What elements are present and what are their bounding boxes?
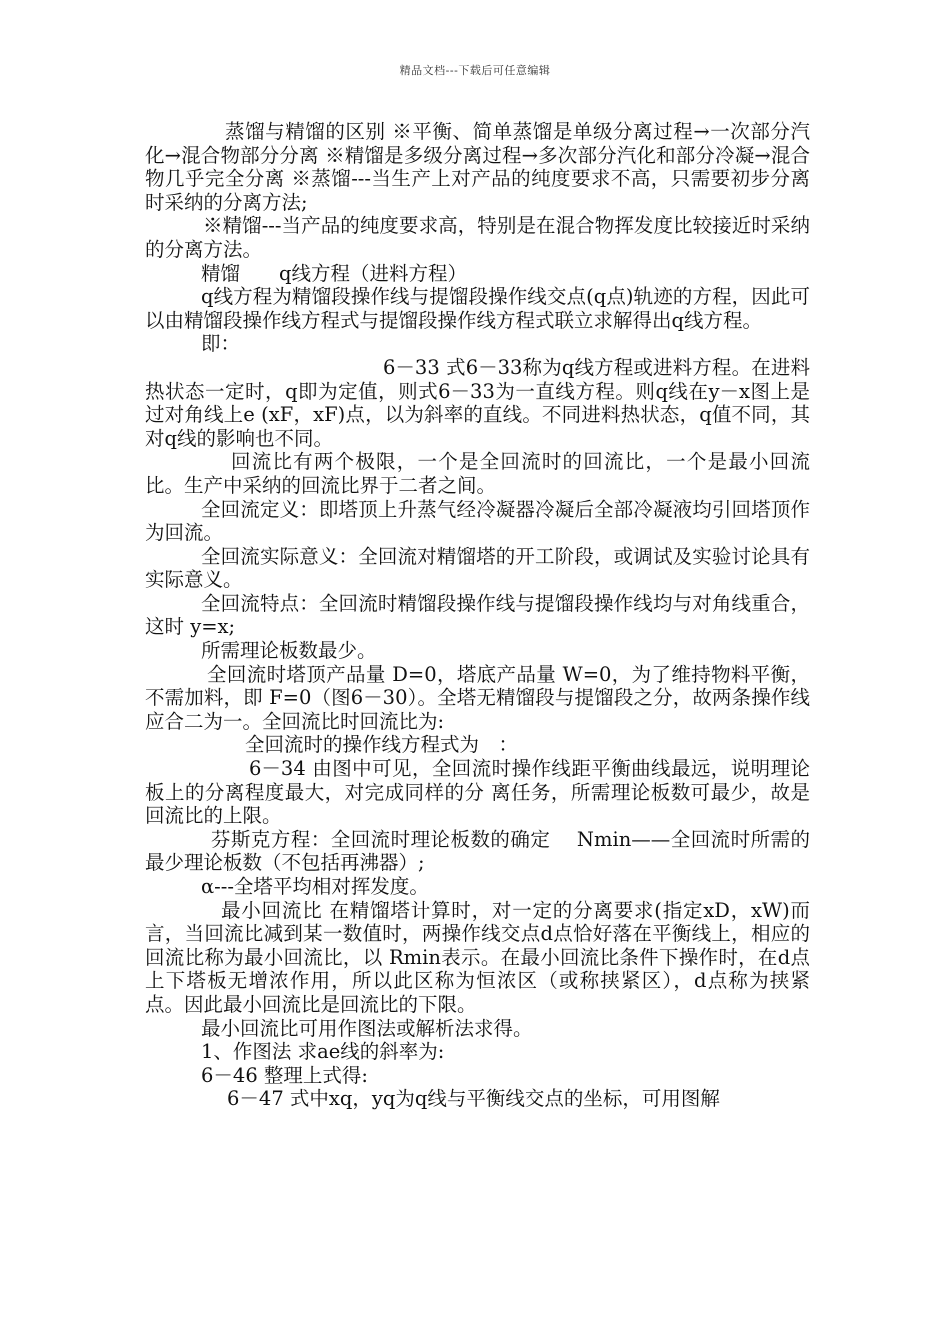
paragraph-ji: 即： xyxy=(201,332,241,356)
page-header: 精品文档---下载后可任意编辑 xyxy=(399,64,551,77)
paragraph-q-line-heading: 精馏 q线方程（进料方程） xyxy=(201,261,467,285)
paragraph-reflux-limits: 回流比有两个极限，一个是全回流时的回流比，一个是最小回流比。生产中采纳的回流比界于二者之间。 xyxy=(145,450,810,497)
paragraph-min-reflux-methods: 最小回流比可用作图法或解析法求得。 xyxy=(201,1016,533,1040)
paragraph-q-line-definition: q线方程为精馏段操作线与提馏段操作线交点(q点)轨迹的方程，因此可以由精馏段操作线方程式与提馏段操作线方程式联立求解得出q线方程。 xyxy=(145,285,810,332)
paragraph-graphical-method: 1、作图法 求ae线的斜率为: xyxy=(201,1040,445,1064)
paragraph-fenske-equation: 芬斯克方程：全回流时理论板数的确定 Nmin——全回流时所需的最少理论板数（不包括再沸器）; xyxy=(145,827,810,875)
paragraph-operating-line-equation: 全回流时的操作线方程式为 ： xyxy=(245,733,519,757)
paragraph-equation-6-34: 6－34 由图中可见，全回流时操作线距平衡曲线最远，说明理论板上的分离程度最大，对完成同样的分 离任务，所需理论板数可最少，故是回流比的上限。 xyxy=(145,757,810,828)
paragraph-equation-6-33: 6－33 式6－33称为q线方程或进料方程。在进料热状态一定时，q即为定值，则式6－33为一直线方程。则q线在y－x图上是过对角线上e (xF，xF)点，以为斜率的直线。不同进料热状态，q值不同，其对q线的影响也不同。 xyxy=(145,355,810,450)
document-body xyxy=(145,120,810,1111)
paragraph-min-reflux-ratio: 最小回流比 在精馏塔计算时，对一定的分离要求(指定xD，xW)而言，当回流比减到某一数值时，两操作线交点d点恰好落在平衡线上，相应的回流比称为最小回流比，以 Rmin表示。在最小回流比条件下操作时，在d点上下塔板无增浓作用，所以此区称为恒浓区（或称挟紧区），d点称为挟紧点。因此最小回流比是回流比的下限。 xyxy=(145,898,810,1016)
paragraph-equation-6-47: 6－47 式中xq，yq为q线与平衡线交点的坐标，可用图解 xyxy=(227,1087,720,1111)
paragraph-total-reflux-products: 全回流时塔顶产品量 D=0，塔底产品量 W=0，为了维持物料平衡，不需加料，即 F=0（图6－30）。全塔无精馏段与提馏段之分，故两条操作线应合二为一。全回流比时回流比为: xyxy=(145,662,810,733)
paragraph-alpha: α---全塔平均相对挥发度。 xyxy=(201,875,429,898)
paragraph-total-reflux-features: 全回流特点：全回流时精馏段操作线与提馏段操作线均与对角线重合，这时 y=x; xyxy=(145,591,810,639)
paragraph-equation-6-46: 6－46 整理上式得: xyxy=(201,1063,368,1087)
paragraph-rectification-definition: ※精馏---当产品的纯度要求高，特别是在混合物挥发度比较接近时采纳的分离方法。 xyxy=(145,214,810,261)
paragraph-total-reflux-definition: 全回流定义：即塔顶上升蒸气经冷凝器冷凝后全部冷凝液均引回塔顶作为回流。 xyxy=(145,497,810,545)
paragraph-distillation-difference: 蒸馏与精馏的区别 ※平衡、简单蒸馏是单级分离过程→一次部分汽化→混合物部分分离 ※精馏是多级分离过程→多次部分汽化和部分冷凝→混合物几乎完全分离 ※蒸馏---当生产上对产品的纯度要求不高，只需要初步分离时采纳的分离方法; xyxy=(145,120,810,214)
paragraph-min-plates: 所需理论板数最少。 xyxy=(201,639,377,663)
paragraph-total-reflux-significance: 全回流实际意义：全回流对精馏塔的开工阶段，或调试及实验讨论具有实际意义。 xyxy=(145,544,810,592)
